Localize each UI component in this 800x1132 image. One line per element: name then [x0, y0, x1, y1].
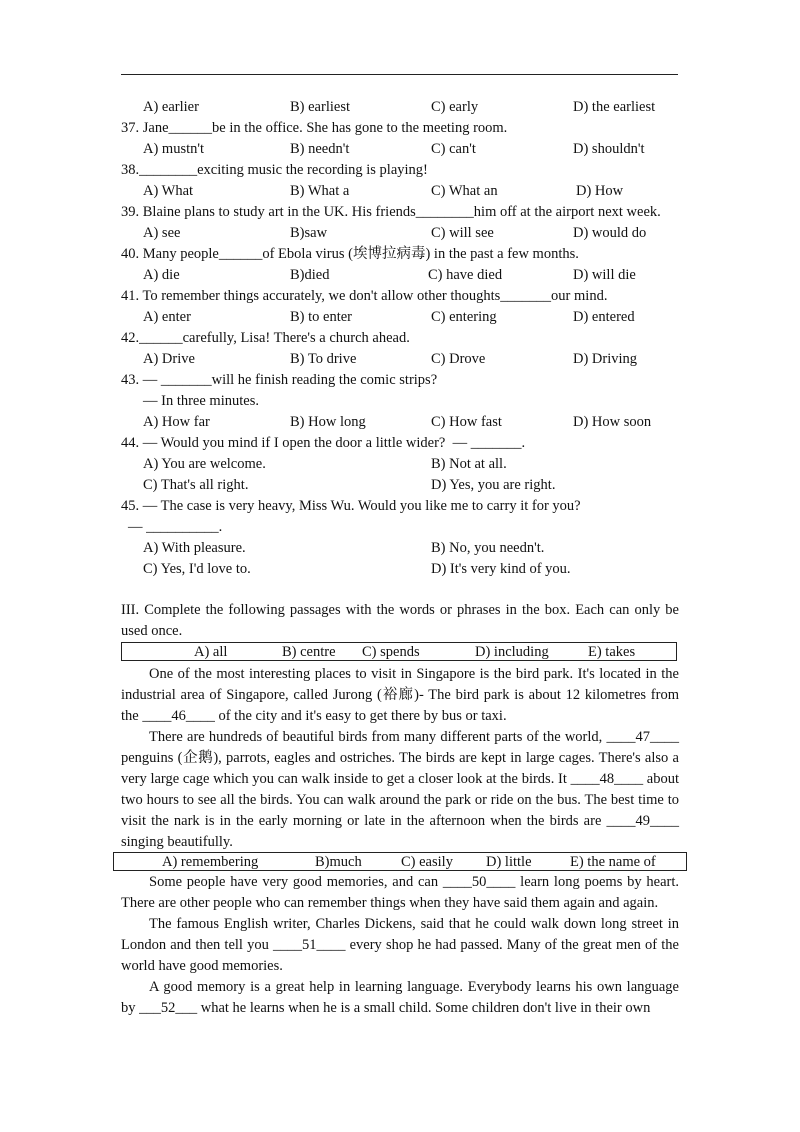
option-a[interactable]: A) How far — [143, 414, 210, 430]
passage-1-paragraph: There are hundreds of beautiful birds from many different parts of the world, ____47____ penguins (企鹅), parrots, eagles and ostriches. The birds are kept in large cages. There's also a very large cage which you can walk inside to get a closer look at the birds. It ____48____ about two hours to see all the birds. You can walk around the park or ride on the bus. The best time to visit the nark is in the early morning or late in the afternoon when the birds are ____49____ singing beautifully. — [121, 729, 679, 850]
question-41-stem: 41. To remember things accurately, we don't allow other thoughts_______our mind. — [121, 288, 608, 304]
word-box-1 — [121, 642, 677, 661]
option-a[interactable]: A) die — [143, 267, 180, 283]
option-d[interactable]: D) the earliest — [573, 99, 656, 115]
option-d[interactable]: D) shouldn't — [573, 141, 645, 157]
question-45-reply: — __________. — [128, 519, 223, 535]
option-b[interactable]: B) needn't — [290, 141, 350, 157]
option-c[interactable]: C) early — [431, 99, 479, 115]
option-d[interactable]: D) How — [576, 183, 624, 199]
option-d[interactable]: D) will die — [573, 267, 636, 283]
option-b[interactable]: B) Not at all. — [431, 456, 507, 472]
option-a[interactable]: A) see — [143, 225, 181, 241]
option-c[interactable]: C) What an — [431, 183, 498, 199]
option-d[interactable]: D) Driving — [573, 351, 638, 367]
question-39-stem: 39. Blaine plans to study art in the UK. His friends________him off at the airport next week. — [121, 204, 661, 220]
option-a[interactable]: A) Drive — [143, 351, 195, 367]
question-37-stem: 37. Jane______be in the office. She has gone to the meeting room. — [121, 120, 508, 136]
option-b[interactable]: B) to enter — [290, 309, 353, 325]
option-b[interactable]: B)saw — [290, 225, 328, 241]
word-box-item: E) takes — [588, 644, 636, 660]
header-rule — [121, 74, 678, 75]
option-a[interactable]: A) With pleasure. — [143, 540, 246, 556]
question-40-stem: 40. Many people______of Ebola virus (埃博拉病毒) in the past a few months. — [121, 246, 579, 262]
option-c[interactable]: C) can't — [431, 141, 476, 157]
word-box-item: C) spends — [362, 644, 420, 660]
word-box-item: D) little — [486, 854, 532, 870]
option-c[interactable]: C) have died — [428, 267, 503, 283]
option-c[interactable]: C) Yes, I'd love to. — [143, 561, 251, 577]
option-d[interactable]: D) Yes, you are right. — [431, 477, 556, 493]
option-b[interactable]: B) To drive — [290, 351, 357, 367]
option-a[interactable]: A) You are welcome. — [143, 456, 266, 472]
passage-2 — [121, 872, 679, 1019]
passage-2-paragraph: A good memory is a great help in learning language. Everybody learns his own language by ___52___ what he learns when he is a small child. Some children don't live in their own — [121, 979, 679, 1016]
option-c[interactable]: C) How fast — [431, 414, 502, 430]
passage-2-paragraph: The famous English writer, Charles Dickens, said that he could walk down long street in London and then tell you ____51____ every shop he had passed. Many of the great men of the world have good memories. — [121, 916, 679, 974]
option-d[interactable]: D) entered — [573, 309, 635, 325]
question-42-stem: 42.______carefully, Lisa! There's a church ahead. — [121, 330, 410, 346]
word-box-item: E) the name of — [570, 854, 656, 870]
option-a[interactable]: A) mustn't — [143, 141, 205, 157]
option-b[interactable]: B) What a — [290, 183, 350, 199]
word-box-item: A) all — [194, 644, 228, 660]
option-a[interactable]: A) earlier — [143, 99, 199, 115]
word-box-item: D) including — [475, 644, 549, 660]
section-instruction-text: III. Complete the following passages with the words or phrases in the box. Each can only be used once. — [121, 602, 679, 639]
passage-2-paragraph: Some people have very good memories, and can ____50____ learn long poems by heart. There are other people who can remember things when they have said them again and again. — [121, 874, 679, 911]
word-box-2 — [113, 852, 687, 871]
question-43-stem: 43. — _______will he finish reading the comic strips? — [121, 372, 438, 388]
option-b[interactable]: B)died — [290, 267, 330, 283]
option-d[interactable]: D) would do — [573, 225, 647, 241]
option-c[interactable]: C) entering — [431, 309, 497, 325]
word-box-item: B) centre — [282, 644, 336, 660]
option-a[interactable]: A) enter — [143, 309, 191, 325]
option-c[interactable]: C) That's all right. — [143, 477, 249, 493]
word-box-item: C) easily — [401, 854, 453, 870]
option-a[interactable]: A) What — [143, 183, 194, 199]
option-d[interactable]: D) How soon — [573, 414, 652, 430]
option-d[interactable]: D) It's very kind of you. — [431, 561, 571, 577]
option-b[interactable]: B) earliest — [290, 99, 350, 115]
option-b[interactable]: B) How long — [290, 414, 366, 430]
question-38-stem: 38.________exciting music the recording is playing! — [121, 162, 428, 178]
passage-1-paragraph: One of the most interesting places to visit in Singapore is the bird park. It's located in the industrial area of Singapore, called Jurong (裕廊)- The bird park is about 12 kilometres from the ____46____ of the city and it's easy to get there by bus or taxi. — [121, 666, 679, 724]
word-box-item: A) remembering — [162, 854, 259, 870]
passage-1 — [121, 664, 679, 853]
question-45-stem: 45. — The case is very heavy, Miss Wu. Would you like me to carry it for you? — [121, 498, 581, 514]
section-instruction — [121, 600, 679, 642]
word-box-item: B)much — [315, 854, 362, 870]
option-c[interactable]: C) Drove — [431, 351, 486, 367]
option-c[interactable]: C) will see — [431, 225, 494, 241]
question-43-reply: — In three minutes. — [143, 393, 259, 409]
option-b[interactable]: B) No, you needn't. — [431, 540, 545, 556]
question-44-stem: 44. — Would you mind if I open the door a little wider? — _______. — [121, 435, 526, 451]
